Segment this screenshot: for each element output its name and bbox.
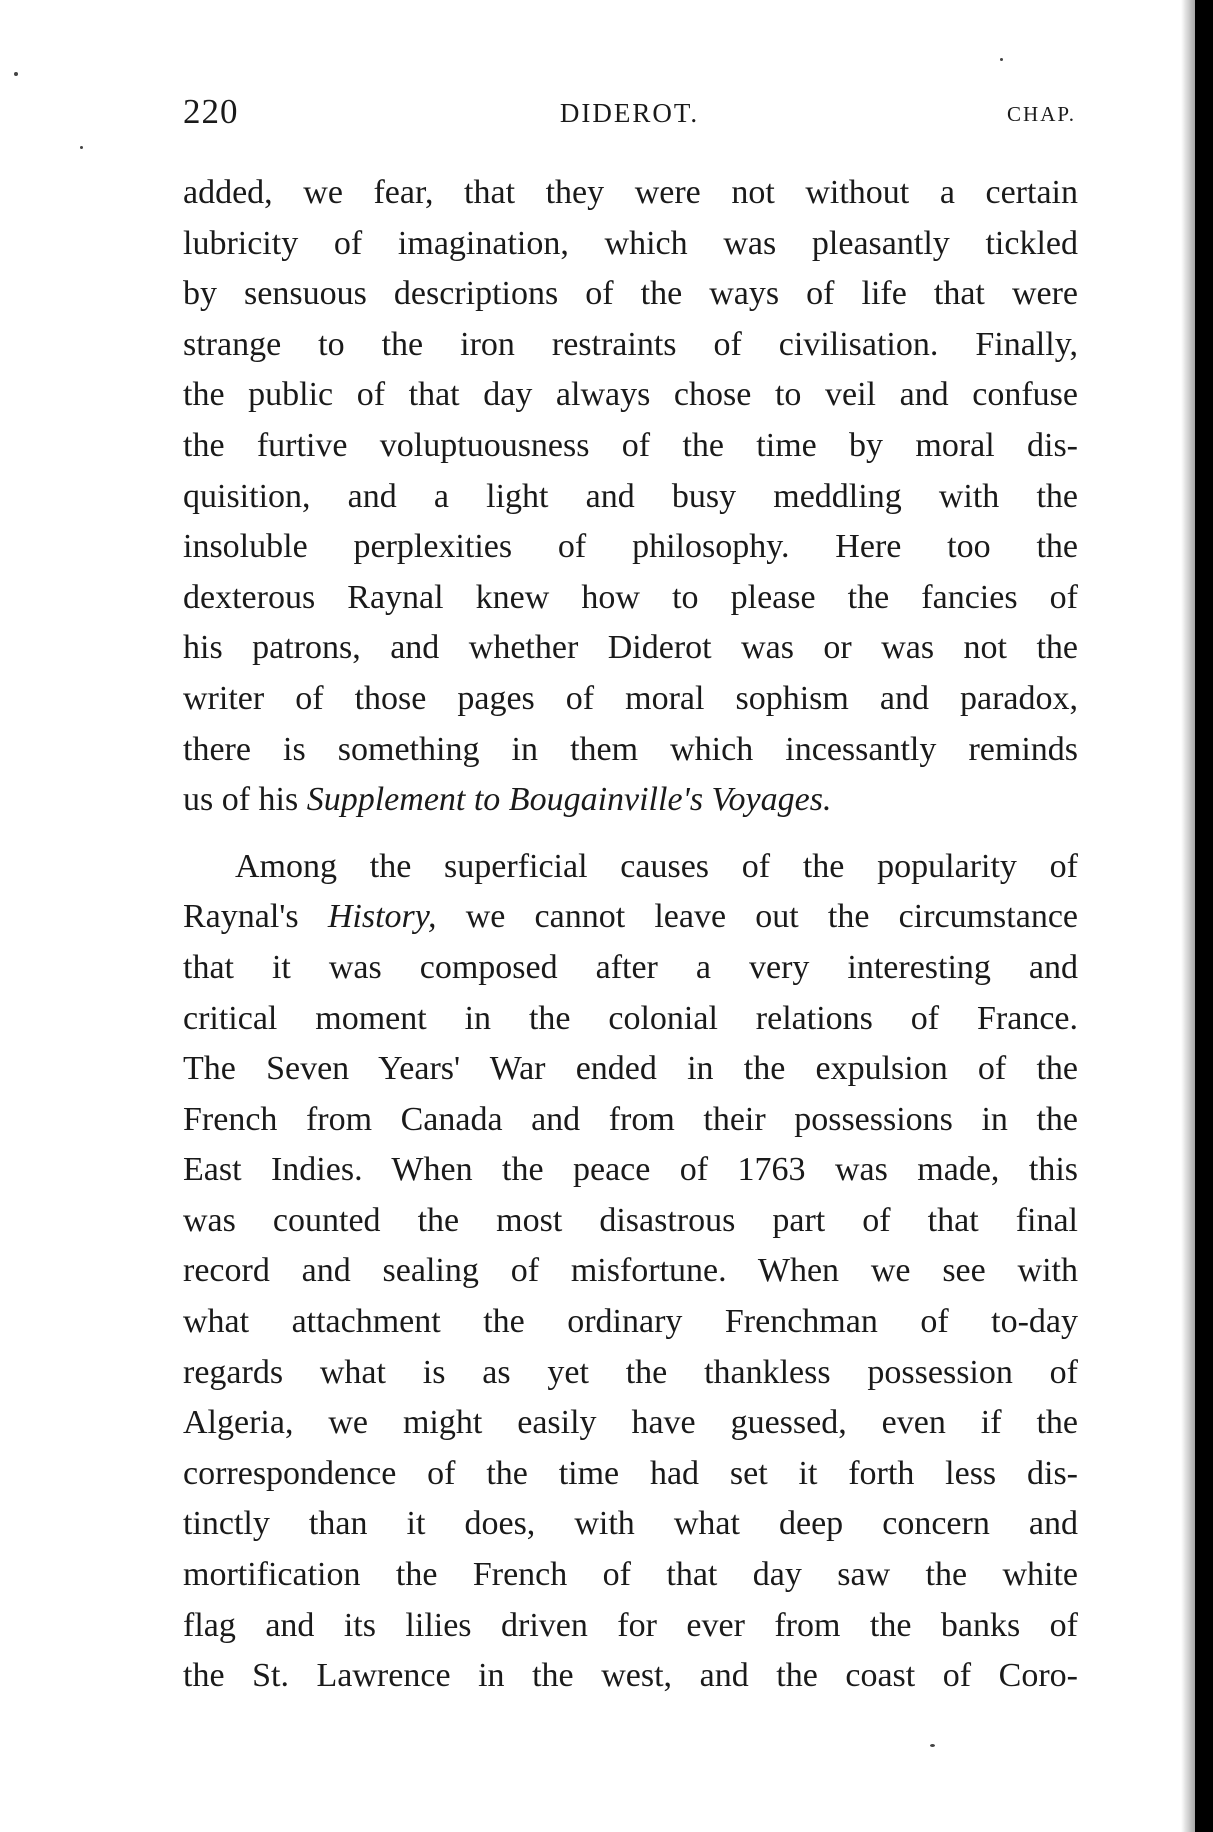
paragraph-1: [183, 168, 1078, 826]
text-line: insoluble perplexities of philosophy. Here too the: [183, 528, 1078, 566]
text-line: his patrons, and whether Diderot was or was not the: [183, 629, 1078, 667]
paper-speck: [14, 72, 18, 76]
binding-shadow: [1181, 0, 1195, 1832]
paper-speck: [80, 146, 83, 149]
body-text: [183, 168, 1078, 1702]
text-line: was counted the most disastrous part of that final: [183, 1201, 1078, 1239]
text-line: by sensuous descriptions of the ways of life that were: [183, 275, 1078, 313]
text-line: The Seven Years' War ended in the expulsion of the: [183, 1050, 1078, 1088]
text-segment: we cannot leave out the circumstance: [436, 898, 1078, 936]
book-title-italic: Supplement to Bougainville's Voyages.: [306, 781, 832, 819]
text-line: there is something in them which incessantly reminds: [183, 730, 1078, 768]
text-line: the St. Lawrence in the west, and the coast of Coro-: [183, 1657, 1078, 1695]
text-segment: us of his: [183, 781, 307, 819]
text-line: regards what is as yet the thankless possession of: [183, 1353, 1078, 1391]
paragraph-2: [183, 842, 1078, 1702]
chapter-label: CHAP.: [1007, 102, 1076, 126]
text-line: Among the superficial causes of the popularity of: [235, 847, 1078, 885]
text-segment: Raynal's: [183, 898, 328, 936]
running-head: [183, 92, 1076, 136]
text-line: the public of that day always chose to veil and confuse: [183, 376, 1078, 414]
text-line: Algeria, we might easily have guessed, even if the: [183, 1404, 1078, 1442]
text-line: flag and its lilies driven for ever from the banks of: [183, 1606, 1078, 1644]
book-title-italic: History,: [327, 898, 437, 936]
text-line: what attachment the ordinary Frenchman of to-day: [183, 1303, 1078, 1341]
text-line: dexterous Raynal knew how to please the fancies of: [183, 578, 1078, 616]
text-line: mortification the French of that day saw the white: [183, 1556, 1078, 1594]
page-edge: [1195, 0, 1213, 1832]
text-line: that it was composed after a very interesting and: [183, 948, 1078, 986]
page-number: 220: [183, 92, 239, 131]
text-line: quisition, and a light and busy meddling with the: [183, 477, 1078, 515]
paper-speck: [1000, 58, 1003, 61]
paper-speck: [930, 1744, 935, 1747]
text-line: writer of those pages of moral sophism and paradox,: [183, 679, 1078, 717]
text-line: the furtive voluptuousness of the time by moral dis-: [183, 426, 1078, 464]
text-line: strange to the iron restraints of civilisation. Finally,: [183, 325, 1078, 363]
text-line: correspondence of the time had set it forth less dis-: [183, 1454, 1078, 1492]
text-line: tinctly than it does, with what deep concern and: [183, 1505, 1078, 1543]
text-line: French from Canada and from their possessions in the: [183, 1100, 1078, 1138]
text-line: lubricity of imagination, which was pleasantly tickled: [183, 224, 1078, 262]
text-line: [183, 775, 1078, 826]
text-line: critical moment in the colonial relations of France.: [183, 999, 1078, 1037]
running-title: DIDEROT.: [559, 98, 700, 128]
text-line: [183, 892, 1078, 943]
text-line: record and sealing of misfortune. When we see with: [183, 1252, 1078, 1290]
text-line: East Indies. When the peace of 1763 was made, this: [183, 1151, 1078, 1189]
text-line: added, we fear, that they were not without a certain: [183, 174, 1078, 211]
